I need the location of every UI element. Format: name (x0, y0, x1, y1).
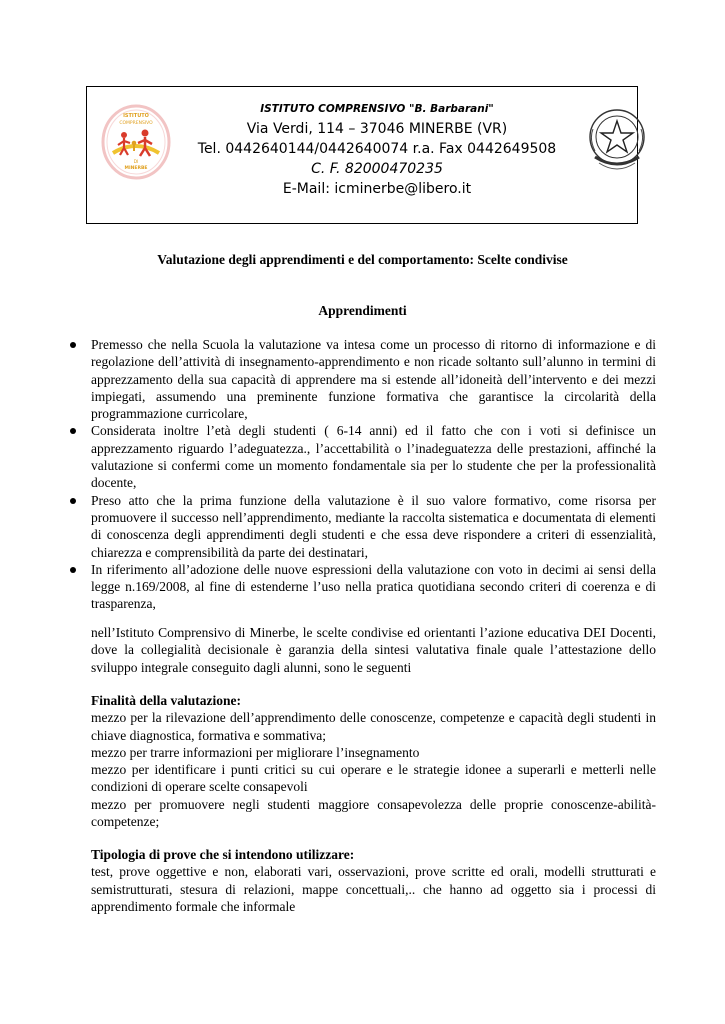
tipologia-section (91, 846, 656, 915)
section-title: Apprendimenti (318, 303, 407, 318)
document-title: Valutazione degli apprendimenti e del comportamento: Scelte condivise (157, 252, 568, 267)
school-logo (101, 103, 171, 181)
letterhead-text (187, 101, 567, 199)
school-phone: Tel. 0442640144/0442640074 r.a. Fax 0442649508 (197, 141, 557, 157)
premises-list (70, 336, 656, 613)
bullet-icon (70, 498, 76, 504)
intro-paragraph: nell’Istituto Comprensivo di Minerbe, le scelte condivise ed orientanti l’azione educativa DEI Docenti, dove la collegialità decisionale è garanzia della sintesi valutativa finale quale l’attestazione dello sviluppo integrale conseguito dagli alunni, sono le seguenti (91, 625, 656, 675)
finalita-heading: Finalità della valutazione: (91, 693, 241, 708)
list-item: Preso atto che la prima funzione della valutazione è il suo valore formativo, come risorsa per promuovere il successo nell’apprendimento, mediante la raccolta sistematica e documentata di elementi di conoscenza degli apprendimenti degli studenti e che essa deve rispondere a criteri di essenzialità, chiarezza e comprensibilità da parte dei destinatari, (70, 492, 656, 561)
finalita-item: mezzo per promuovere negli studenti maggiore consapevolezza delle proprie conoscenze-abilità-competenze; (91, 796, 656, 830)
tipologia-text: test, prove oggettive e non, elaborati vari, osservazioni, prove scritte ed orali, modelli strutturati e semistrutturati, stesura di relazioni, mappe concettuali,.. che hanno ad oggetto sia i processi di apprendimento formale che informale (91, 864, 656, 914)
svg-text:ISTITUTO: ISTITUTO (123, 113, 149, 119)
school-address: Via Verdi, 114 – 37046 MINERBE (VR) (246, 121, 508, 137)
school-tax-code: C. F. 82000470235 (311, 161, 443, 177)
bullet-icon (70, 342, 76, 348)
bullet-icon (70, 428, 76, 434)
bullet-icon (70, 567, 76, 573)
list-item: In riferimento all’adozione delle nuove espressioni della valutazione con voto in decimi ai sensi della legge n.169/2008, al fine di estenderne l’uso nella pratica quotidiana secondo criteri di coerenza e di trasparenza, (70, 561, 656, 613)
svg-text:MINERBE: MINERBE (124, 166, 148, 171)
republic-emblem-icon (585, 99, 649, 183)
school-name: ISTITUTO COMPRENSIVO "B. Barbarani" (260, 103, 494, 115)
svg-text:DI: DI (133, 160, 139, 165)
finalita-section (91, 692, 656, 830)
finalita-item: mezzo per trarre informazioni per migliorare l’insegnamento (91, 744, 420, 760)
letterhead (86, 86, 638, 224)
finalita-item: mezzo per identificare i punti critici su cui operare e le strategie idonee a superarli e metterli nelle condizioni di operare scelte consapevoli (91, 762, 656, 795)
school-email: E-Mail: icminerbe@libero.it (282, 181, 472, 197)
list-item: Considerata inoltre l’età degli studenti ( 6-14 anni) ed il fatto che con i voti si definisce un apprezzamento riguardo l’adeguatezza., l’accettabilità o l’inadeguatezza delle prestazioni, affinché la valutazione si confermi come un momento fondamentale sia per lo studente che per la professionalità docente, (70, 422, 656, 491)
svg-text:COMPRENSIVO: COMPRENSIVO (119, 121, 153, 126)
tipologia-heading: Tipologia di prove che si intendono utilizzare: (91, 847, 355, 862)
list-item: Premesso che nella Scuola la valutazione va intesa come un processo di ritorno di informazione e di regolazione dell’attività di insegnamento-apprendimento e non ricade soltanto sull’alunno in termini di apprezzamento della sua capacità di apprendere ma si estende all’idoneità dell’intervento e dei mezzi impiegati, assumendo una preminente funzione formativa che garantisce la circolarità della programmazione curricolare, (70, 336, 656, 422)
finalita-item: mezzo per la rilevazione dell’apprendimento delle conoscenze, competenze e capacità degli studenti in chiave diagnostica, formativa e sommativa; (91, 710, 656, 743)
